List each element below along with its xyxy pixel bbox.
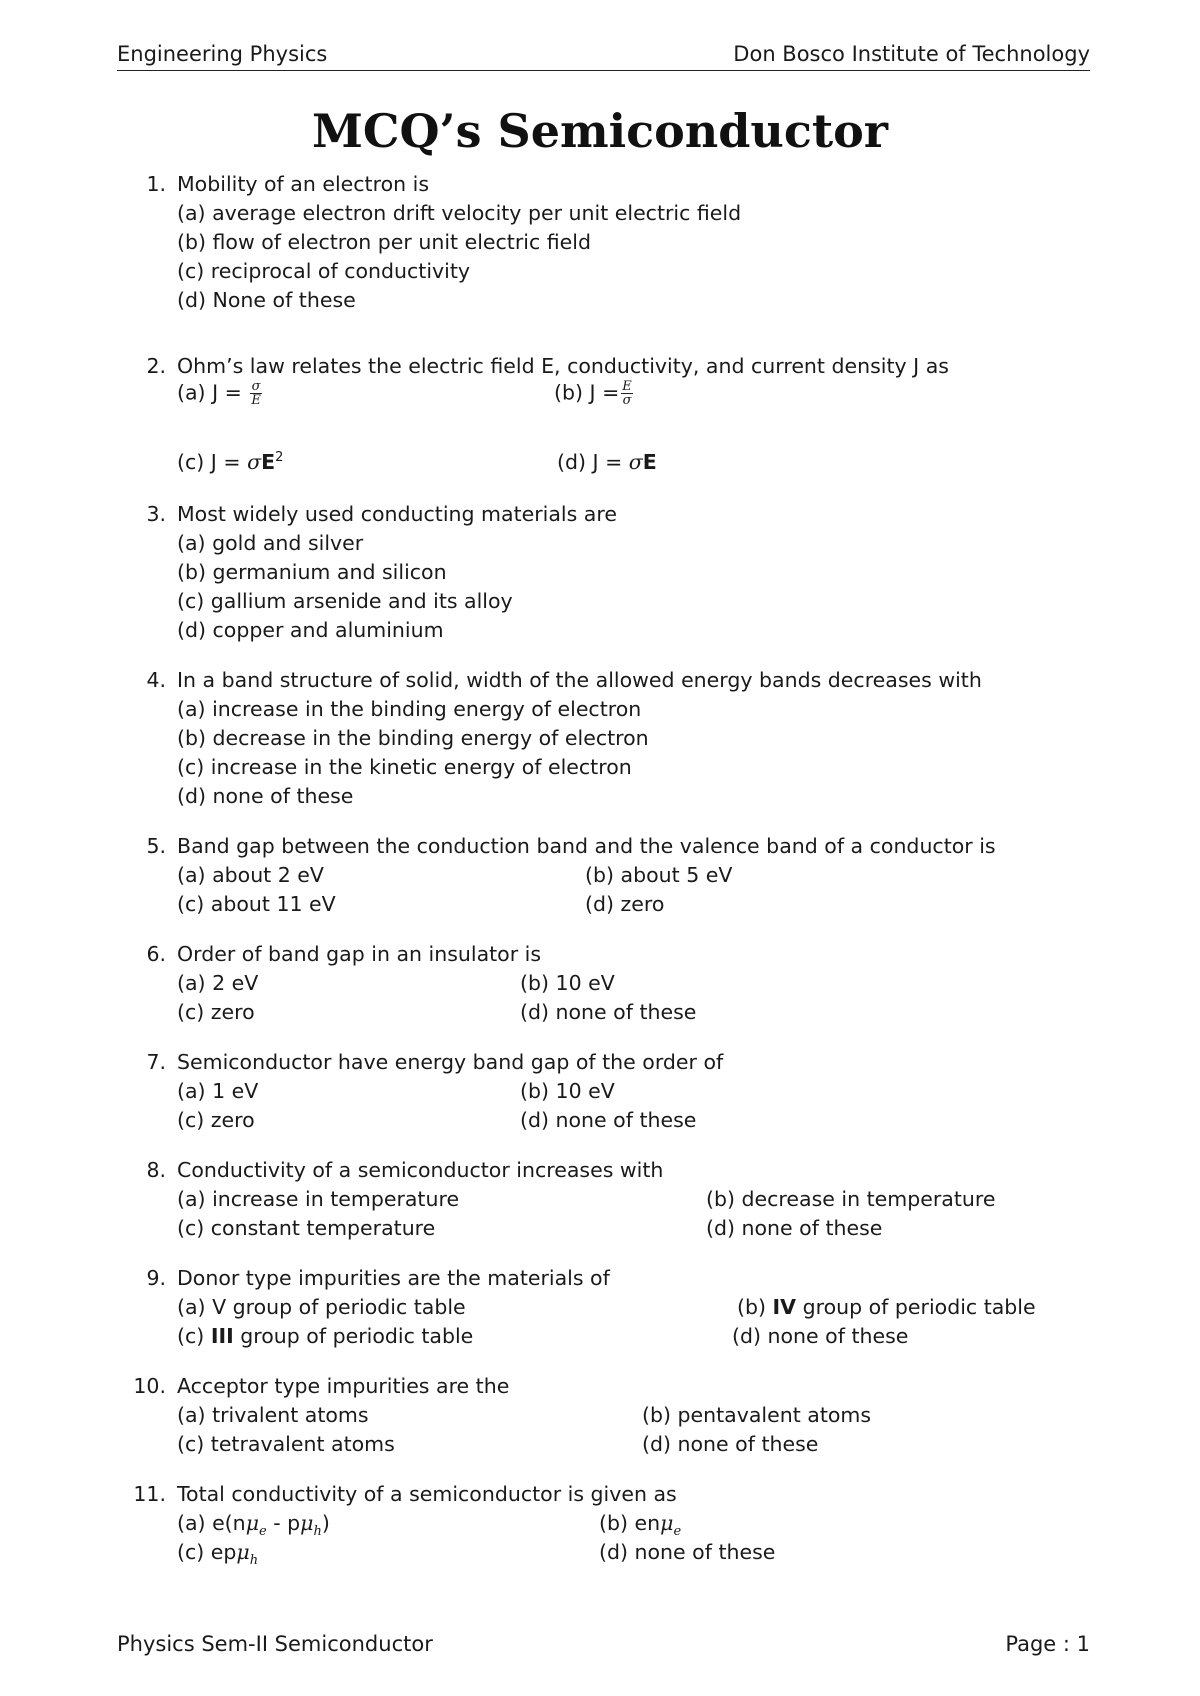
- option-a: (a) about 2 eV: [177, 863, 324, 887]
- footer-course: Physics Sem-II Semiconductor: [117, 1632, 433, 1656]
- option-d: (d) none of these: [177, 784, 354, 808]
- option-c-suffix: group of periodic table: [240, 1324, 474, 1348]
- option-c: [177, 1540, 258, 1568]
- mu-symbol: μ: [245, 1511, 260, 1535]
- option-c: (c) zero: [177, 1108, 255, 1132]
- field-symbol: E: [261, 450, 276, 474]
- option-a: (a) V group of periodic table: [177, 1295, 466, 1319]
- question-number: 9.: [146, 1266, 166, 1290]
- option-b: (b) decrease in temperature: [706, 1187, 996, 1211]
- option-d: (d) none of these: [599, 1540, 776, 1564]
- option-a: [177, 380, 262, 407]
- option-c-prefix: (c): [177, 1324, 205, 1348]
- option-b: (b) 10 eV: [520, 1079, 615, 1103]
- option-a-prefix: (a) J =: [177, 380, 242, 405]
- option-b-prefix: (b) en: [599, 1511, 661, 1535]
- mu-symbol: μ: [236, 1540, 250, 1564]
- question-number: 6.: [146, 942, 166, 966]
- subscript-h: h: [249, 1553, 259, 1569]
- question-number: 1.: [146, 172, 166, 196]
- option-b: [737, 1295, 1036, 1319]
- option-c: (c) tetravalent atoms: [177, 1432, 395, 1456]
- header-institute: Don Bosco Institute of Technology: [733, 42, 1090, 66]
- option-d: (d) none of these: [520, 1108, 697, 1132]
- question-number: 11.: [133, 1482, 166, 1506]
- option-a: (a) 2 eV: [177, 971, 259, 995]
- sigma-symbol: σ: [628, 450, 643, 474]
- option-c: [177, 1324, 473, 1348]
- page-header: [117, 40, 1090, 71]
- option-d: (d) none of these: [732, 1324, 909, 1348]
- option-d: (d) zero: [585, 892, 665, 916]
- question-number: 7.: [146, 1050, 166, 1074]
- option-b: (b) flow of electron per unit electric field: [177, 230, 591, 254]
- option-a-end: ): [321, 1511, 330, 1535]
- question-stem: Band gap between the conduction band and the valence band of a conductor is: [177, 834, 996, 858]
- option-c: (c) about 11 eV: [177, 892, 336, 916]
- option-b: (b) 10 eV: [520, 971, 615, 995]
- question-stem: Semiconductor have energy band gap of the order of: [177, 1050, 724, 1074]
- option-c: (c) zero: [177, 1000, 255, 1024]
- question-stem: Ohm’s law relates the electric field E, conductivity, and current density J as: [177, 354, 949, 378]
- option-b: (b) decrease in the binding energy of electron: [177, 726, 649, 750]
- fraction: [250, 380, 262, 407]
- option-a: (a) 1 eV: [177, 1079, 259, 1103]
- option-d: (d) none of these: [706, 1216, 883, 1240]
- option-b-prefix: (b): [737, 1295, 767, 1319]
- question-stem: Total conductivity of a semiconductor is given as: [177, 1482, 677, 1506]
- option-b: [554, 380, 633, 407]
- option-d: (d) none of these: [520, 1000, 697, 1024]
- roman-numeral: IV: [772, 1295, 797, 1319]
- option-b: [599, 1511, 681, 1539]
- option-d: [557, 450, 657, 474]
- question-stem: Donor type impurities are the materials of: [177, 1266, 610, 1290]
- question-number: 4.: [146, 668, 166, 692]
- option-b: (b) about 5 eV: [585, 863, 733, 887]
- question-stem: Mobility of an electron is: [177, 172, 429, 196]
- option-c: (c) constant temperature: [177, 1216, 436, 1240]
- option-d: (d) None of these: [177, 288, 356, 312]
- question-number: 3.: [146, 502, 166, 526]
- question-stem: Acceptor type impurities are the: [177, 1374, 510, 1398]
- field-symbol: E: [642, 450, 657, 474]
- option-a: (a) trivalent atoms: [177, 1403, 369, 1427]
- option-c-prefix: (c) ep: [177, 1540, 237, 1564]
- question-stem: In a band structure of solid, width of the allowed energy bands decreases with: [177, 668, 982, 692]
- option-b: (b) pentavalent atoms: [642, 1403, 872, 1427]
- question-stem: Conductivity of a semiconductor increases with: [177, 1158, 664, 1182]
- question-number: 2.: [146, 354, 166, 378]
- numerator: σ: [251, 379, 261, 394]
- exponent: 2: [275, 450, 284, 466]
- page-title: MCQ’s Semiconductor: [311, 104, 889, 158]
- question-stem: Order of band gap in an insulator is: [177, 942, 542, 966]
- option-c: (c) reciprocal of conductivity: [177, 259, 471, 283]
- option-a-middle: - p: [266, 1511, 301, 1535]
- roman-numeral: III: [210, 1324, 234, 1348]
- option-d: (d) none of these: [642, 1432, 819, 1456]
- mu-symbol: μ: [300, 1511, 314, 1535]
- question-number: 10.: [133, 1374, 166, 1398]
- option-a: (a) gold and silver: [177, 531, 364, 555]
- question-stem: Most widely used conducting materials are: [177, 502, 617, 526]
- option-c: (c) increase in the kinetic energy of electron: [177, 755, 632, 779]
- numerator: E: [622, 379, 632, 394]
- option-a-prefix: (a) e(n: [177, 1511, 246, 1535]
- fraction: [621, 380, 633, 407]
- option-b-prefix: (b) J =: [554, 380, 620, 405]
- page-number: Page : 1: [1005, 1632, 1090, 1656]
- option-d: (d) copper and aluminium: [177, 618, 444, 642]
- option-a: (a) increase in temperature: [177, 1187, 460, 1211]
- denominator: E: [251, 393, 261, 408]
- denominator: σ: [622, 393, 632, 408]
- option-a: (a) average electron drift velocity per unit electric field: [177, 201, 742, 225]
- header-course: Engineering Physics: [117, 42, 328, 66]
- option-b-suffix: group of periodic table: [802, 1295, 1036, 1319]
- option-c-prefix: (c) J =: [177, 450, 241, 474]
- question-number: 5.: [146, 834, 166, 858]
- option-c: (c) gallium arsenide and its alloy: [177, 589, 513, 613]
- subscript-h: h: [313, 1524, 322, 1540]
- option-c: [177, 450, 283, 474]
- question-number: 8.: [146, 1158, 166, 1182]
- option-b: (b) germanium and silicon: [177, 560, 447, 584]
- option-d-prefix: (d) J =: [557, 450, 623, 474]
- subscript-e: e: [259, 1524, 267, 1540]
- sigma-symbol: σ: [247, 450, 262, 474]
- option-a: [177, 1511, 330, 1539]
- mu-symbol: μ: [660, 1511, 674, 1535]
- subscript-e: e: [673, 1524, 682, 1540]
- option-a: (a) increase in the binding energy of electron: [177, 697, 642, 721]
